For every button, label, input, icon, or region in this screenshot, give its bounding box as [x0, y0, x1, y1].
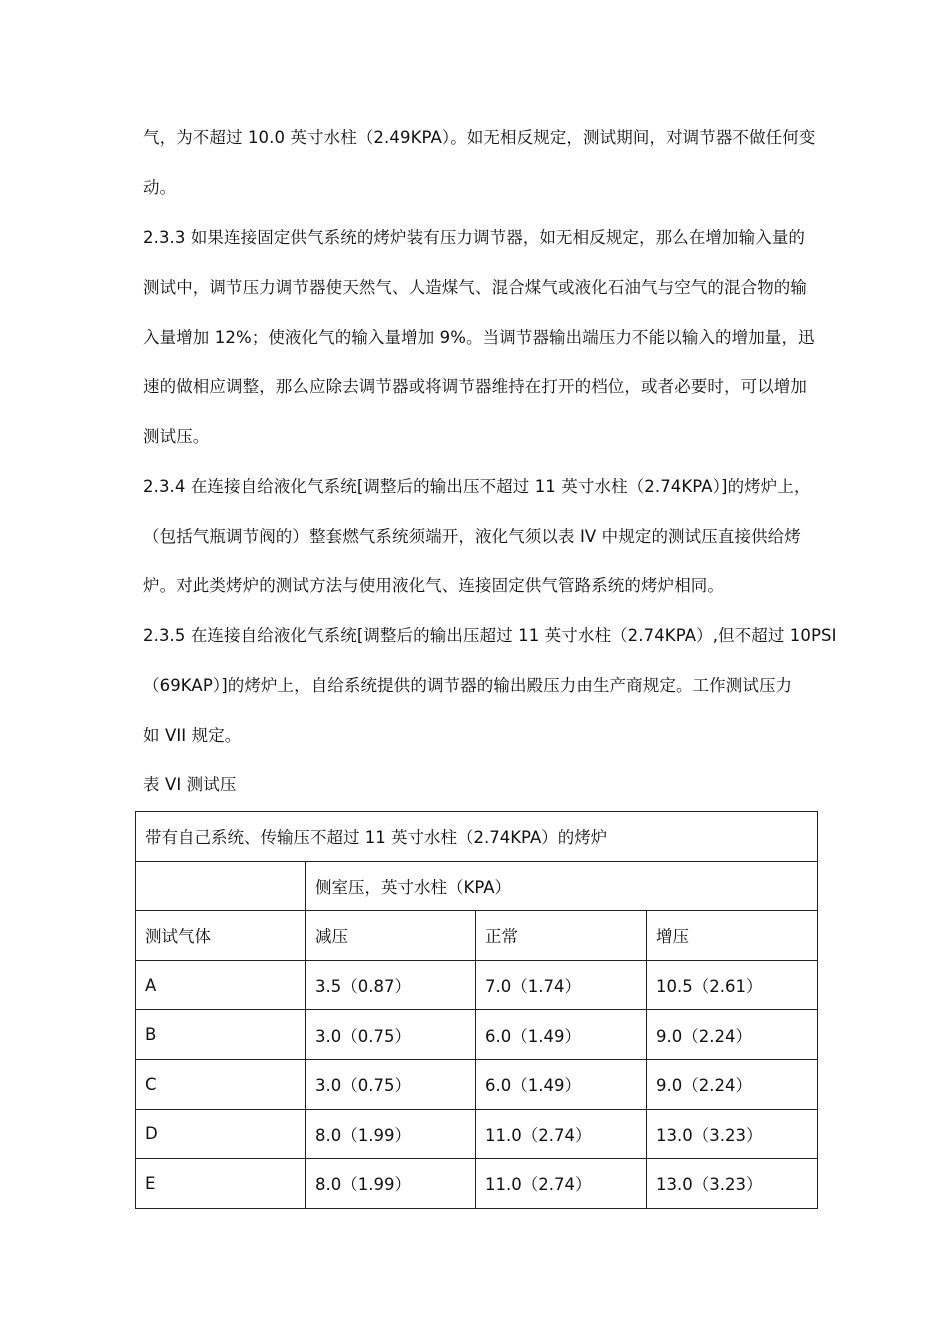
table-row: [136, 960, 818, 1010]
table-cell: 13.0（3.23）: [647, 1109, 818, 1159]
table-cell: E: [136, 1159, 306, 1209]
table-group-header-row: [136, 861, 818, 911]
paragraph-line: 炉。对此类烤炉的测试方法与使用液化气、连接固定供气管路系统的烤炉相同。: [143, 576, 724, 595]
table-row: [136, 1059, 818, 1109]
table-title: 带有自己系统、传输压不超过 11 英寸水柱（2.74KPA）的烤炉: [136, 812, 818, 862]
table-group-header: 侧室压，英寸水柱（KPA）: [306, 861, 818, 911]
paragraph-line: 入量增加 12%；使液化气的输入量增加 9%。当调节器输出端压力不能以输入的增加量，迅: [143, 328, 815, 347]
table-cell: D: [136, 1109, 306, 1159]
table-cell: B: [136, 1010, 306, 1060]
paragraph-line: 2.3.4 在连接自给液化气系统[调整后的输出压不超过 11 英寸水柱（2.74KPA）]的烤炉上，: [143, 477, 811, 496]
table-row: [136, 1159, 818, 1209]
table-cell: 10.5（2.61）: [647, 960, 818, 1010]
paragraph-line: 如 VII 规定。: [143, 726, 242, 745]
paragraph-line: 测试压。: [143, 427, 210, 446]
table-cell: 7.0（1.74）: [476, 960, 647, 1010]
table-caption: 表 VI 测试压: [143, 775, 237, 794]
column-header: 正常: [476, 911, 647, 961]
table-empty-cell: [136, 861, 306, 911]
table-cell: A: [136, 960, 306, 1010]
paragraph-line: 动。: [143, 178, 177, 197]
table-cell: 6.0（1.49）: [476, 1010, 647, 1060]
paragraph-line: 2.3.3 如果连接固定供气系统的烤炉装有压力调节器，如无相反规定，那么在增加输入量的: [143, 228, 806, 247]
column-header: 增压: [647, 911, 818, 961]
table-header-row: [136, 911, 818, 961]
table-cell: 3.0（0.75）: [306, 1059, 476, 1109]
paragraph-line: （包括气瓶调节阀的）整套燃气系统须端开，液化气须以表 IV 中规定的测试压直接供给烤: [143, 527, 801, 546]
table-cell: 9.0（2.24）: [647, 1059, 818, 1109]
table-cell: 11.0（2.74）: [476, 1159, 647, 1209]
column-header: 减压: [306, 911, 476, 961]
table-cell: 8.0（1.99）: [306, 1109, 476, 1159]
table-title-row: [136, 812, 818, 862]
paragraph-line: （69KAP）]的烤炉上，自给系统提供的调节器的输出殿压力由生产商规定。工作测试压力: [143, 676, 793, 695]
table-cell: 9.0（2.24）: [647, 1010, 818, 1060]
column-header: 测试气体: [136, 911, 306, 961]
table-cell: 13.0（3.23）: [647, 1159, 818, 1209]
paragraph-line: 2.3.5 在连接自给液化气系统[调整后的输出压超过 11 英寸水柱（2.74KPA）,但不超过 10PSI: [143, 626, 837, 645]
table-cell: 3.0（0.75）: [306, 1010, 476, 1060]
table-cell: 3.5（0.87）: [306, 960, 476, 1010]
table-cell: C: [136, 1059, 306, 1109]
paragraph-line: 气，为不超过 10.0 英寸水柱（2.49KPA）。如无相反规定，测试期间，对调节器不做任何变: [143, 128, 816, 147]
table-row: [136, 1010, 818, 1060]
table-cell: 6.0（1.49）: [476, 1059, 647, 1109]
paragraph-line: 测试中，调节压力调节器使天然气、人造煤气、混合煤气或液化石油气与空气的混合物的输: [143, 278, 807, 297]
paragraph-line: 速的做相应调整，那么应除去调节器或将调节器维持在打开的档位，或者必要时，可以增加: [143, 377, 807, 396]
table-cell: 8.0（1.99）: [306, 1159, 476, 1209]
table-row: [136, 1109, 818, 1159]
test-pressure-table: [135, 811, 818, 1209]
table-cell: 11.0（2.74）: [476, 1109, 647, 1159]
